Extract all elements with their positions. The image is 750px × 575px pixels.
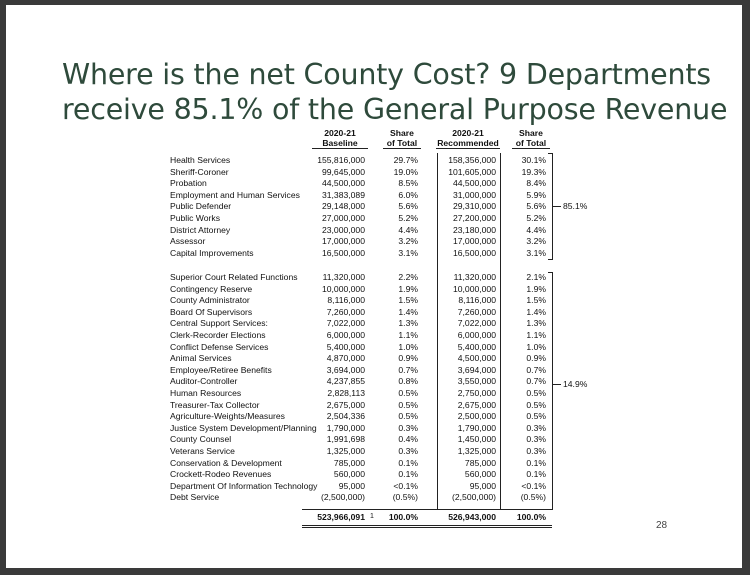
recommended-share: 1.4%	[526, 306, 546, 317]
slide-title-line-2: receive 85.1% of the General Purpose Revenue	[62, 93, 728, 126]
total-baseline: 523,966,091	[317, 512, 365, 522]
baseline-share: 0.3%	[398, 422, 418, 433]
recommended-share: 0.5%	[526, 411, 546, 422]
baseline-share: 3.1%	[398, 247, 418, 258]
recommended-value: 11,320,000	[453, 272, 496, 282]
baseline-value: 16,500,000	[321, 247, 365, 258]
recommended-share: 4.4%	[526, 224, 546, 235]
recommended-share: 0.7%	[526, 364, 546, 375]
recommended-value: 158,356,000	[448, 155, 496, 165]
department-name: Central Support Services:	[170, 318, 268, 329]
totals-rule-top	[302, 509, 552, 510]
department-name: Agriculture-Weights/Measures	[170, 411, 285, 422]
recommended-share: 0.5%	[526, 388, 546, 398]
recommended-share: 0.3%	[526, 434, 546, 445]
baseline-value: (2,500,000)	[321, 492, 365, 503]
totals-rule-bottom-2	[302, 527, 552, 528]
baseline-value: 560,000	[333, 469, 365, 480]
baseline-value: 8,116,000	[327, 295, 365, 306]
baseline-value: 27,000,000	[321, 213, 365, 223]
baseline-value: 5,400,000	[326, 341, 365, 352]
baseline-value: 1,790,000	[326, 422, 365, 433]
department-name: Board Of Supervisors	[170, 306, 253, 317]
header-share-2: Share of Total	[512, 128, 550, 149]
baseline-share: 19.0%	[393, 166, 418, 177]
recommended-value: 560,000	[464, 469, 496, 480]
baseline-value: 29,148,000	[321, 201, 365, 212]
baseline-share: 3.2%	[398, 236, 418, 247]
baseline-share: 5.2%	[398, 213, 418, 223]
baseline-share: 0.5%	[398, 399, 418, 410]
baseline-share: 8.5%	[398, 178, 418, 189]
totals-rule-bottom-1	[302, 525, 552, 526]
header-baseline: 2020-21 Baseline	[312, 128, 368, 149]
recommended-share: 5.6%	[526, 201, 546, 212]
baseline-value: 1,325,000	[326, 446, 365, 456]
department-name: Conservation & Development	[170, 457, 282, 468]
brace-remaining	[548, 272, 553, 510]
recommended-share: <0.1%	[521, 480, 546, 491]
baseline-share: 0.7%	[398, 364, 418, 375]
baseline-value: 785,000	[333, 457, 365, 468]
recommended-share: 5.9%	[526, 189, 546, 200]
baseline-value: 7,260,000	[326, 306, 365, 317]
recommended-share: 3.2%	[526, 236, 546, 247]
department-name: Crockett-Rodeo Revenues	[170, 469, 272, 480]
department-name: Veterans Service	[170, 446, 235, 456]
recommended-value: 29,310,000	[452, 201, 496, 212]
recommended-value: 2,500,000	[457, 411, 496, 422]
baseline-share: 0.5%	[398, 388, 418, 398]
recommended-value: 3,550,000	[457, 376, 496, 387]
recommended-share: 1.3%	[526, 318, 546, 329]
recommended-value: 10,000,000	[452, 283, 496, 294]
baseline-share: 0.5%	[398, 411, 418, 422]
recommended-value: 101,605,000	[448, 166, 496, 177]
baseline-share: 0.1%	[398, 469, 418, 480]
recommended-share: 0.1%	[526, 457, 546, 468]
baseline-share: 1.9%	[398, 283, 418, 294]
recommended-share: 5.2%	[526, 213, 546, 223]
recommended-column-box	[437, 153, 501, 510]
baseline-value: 11,320,000	[322, 272, 365, 282]
department-name: Human Resources	[170, 388, 242, 398]
department-name: Assessor	[170, 236, 206, 247]
brace-label-top-nine: 85.1%	[563, 201, 588, 211]
header-share-1: Share of Total	[383, 128, 421, 149]
baseline-value: 4,870,000	[326, 353, 365, 364]
baseline-share: 0.1%	[398, 457, 418, 468]
department-name: Public Defender	[170, 201, 232, 212]
baseline-value: 1,991,698	[326, 434, 365, 445]
department-name: Employment and Human Services	[170, 189, 300, 200]
total-recommended: 526,943,000	[448, 512, 496, 522]
recommended-value: 27,200,000	[452, 213, 496, 223]
recommended-value: 95,000	[469, 480, 496, 491]
recommended-value: 17,000,000	[452, 236, 496, 247]
total-share-2: 100.0%	[516, 512, 546, 522]
baseline-share: 1.5%	[398, 295, 418, 306]
recommended-value: 4,500,000	[457, 353, 496, 364]
recommended-share: 0.3%	[526, 422, 546, 433]
baseline-value: 44,500,000	[321, 178, 365, 189]
baseline-share: 2.2%	[398, 272, 418, 282]
baseline-share: 0.3%	[398, 446, 418, 456]
baseline-share: 4.4%	[398, 224, 418, 235]
recommended-share: 0.1%	[526, 469, 546, 480]
recommended-value: 1,325,000	[457, 446, 496, 456]
recommended-value: 1,450,000	[457, 434, 496, 445]
baseline-share: 0.4%	[398, 434, 418, 445]
recommended-share: 0.5%	[526, 399, 546, 410]
baseline-share: 1.3%	[398, 318, 418, 329]
recommended-value: 2,675,000	[457, 399, 496, 410]
recommended-share: 3.1%	[526, 247, 546, 258]
recommended-value: 7,260,000	[457, 306, 496, 317]
baseline-share: 5.6%	[398, 201, 418, 212]
recommended-share: (0.5%)	[520, 492, 546, 503]
slide-title	[62, 57, 728, 127]
baseline-value: 2,828,113	[327, 388, 365, 398]
department-name: Sheriff-Coroner	[170, 166, 229, 177]
baseline-value: 10,000,000	[321, 283, 365, 294]
department-name: Debt Service	[170, 492, 220, 503]
brace-tick-top-nine	[553, 206, 561, 207]
recommended-value: 8,116,000	[458, 295, 496, 306]
slide-title-line-1: Where is the net County Cost? 9 Departments	[62, 58, 711, 91]
baseline-value: 7,022,000	[326, 318, 365, 329]
recommended-value: 31,000,000	[452, 189, 496, 200]
header-recommended: 2020-21 Recommended	[437, 128, 499, 148]
baseline-share: 0.8%	[398, 376, 418, 387]
recommended-value: 7,022,000	[457, 318, 496, 329]
baseline-value: 17,000,000	[321, 236, 365, 247]
baseline-value: 2,675,000	[326, 399, 365, 410]
baseline-share: <0.1%	[393, 480, 418, 491]
recommended-share: 2.1%	[526, 272, 546, 282]
baseline-value: 4,237,855	[326, 376, 365, 387]
baseline-share: (0.5%)	[392, 492, 418, 503]
baseline-value: 23,000,000	[321, 224, 365, 235]
brace-label-remaining: 14.9%	[563, 379, 588, 389]
recommended-share: 30.1%	[521, 155, 546, 165]
department-name: County Counsel	[170, 434, 232, 445]
recommended-value: 3,694,000	[457, 364, 496, 375]
recommended-share: 1.1%	[526, 330, 546, 340]
department-name: Contingency Reserve	[170, 283, 253, 294]
department-name: Capital Improvements	[170, 247, 254, 258]
recommended-value: (2,500,000)	[452, 492, 496, 503]
baseline-share: 1.4%	[398, 306, 418, 317]
department-name: County Administrator	[170, 295, 250, 306]
department-name: Health Services	[170, 155, 231, 165]
page-number: 28	[656, 520, 668, 531]
baseline-value: 95,000	[338, 480, 365, 491]
recommended-value: 44,500,000	[452, 178, 496, 189]
baseline-value: 3,694,000	[326, 364, 365, 375]
recommended-share: 8.4%	[526, 178, 546, 189]
department-name: Animal Services	[170, 353, 232, 364]
recommended-share: 0.9%	[526, 353, 546, 364]
total-share-1: 100.0%	[388, 512, 418, 522]
recommended-value: 2,750,000	[457, 388, 496, 398]
department-name: Conflict Defense Services	[170, 341, 269, 352]
department-name: Public Works	[170, 213, 220, 223]
recommended-value: 1,790,000	[457, 422, 496, 433]
baseline-share: 6.0%	[398, 189, 418, 200]
brace-tick-remaining	[553, 384, 561, 385]
baseline-share: 1.0%	[398, 341, 418, 352]
total-marker: 1	[370, 513, 374, 520]
department-name: District Attorney	[170, 224, 231, 235]
baseline-share: 0.9%	[398, 353, 418, 364]
baseline-share: 29.7%	[393, 155, 418, 165]
baseline-value: 31,383,089	[321, 189, 365, 200]
recommended-share: 0.3%	[526, 446, 546, 456]
department-name: Employee/Retiree Benefits	[170, 364, 272, 375]
department-name: Probation	[170, 178, 207, 189]
recommended-share: 1.9%	[526, 283, 546, 294]
recommended-value: 5,400,000	[457, 341, 496, 352]
recommended-share: 1.5%	[526, 295, 546, 306]
recommended-value: 16,500,000	[452, 247, 496, 258]
department-name: Justice System Development/Planning	[170, 422, 317, 433]
recommended-share: 0.7%	[526, 376, 546, 387]
department-name: Auditor-Controller	[170, 376, 238, 387]
recommended-value: 785,000	[464, 457, 496, 468]
department-name: Superior Court Related Functions	[170, 272, 298, 282]
department-name: Department Of Information Technology	[170, 480, 318, 491]
recommended-value: 6,000,000	[457, 330, 496, 340]
baseline-value: 2,504,336	[326, 411, 365, 422]
baseline-value: 155,816,000	[317, 155, 365, 165]
department-name: Treasurer-Tax Collector	[170, 399, 260, 410]
baseline-value: 6,000,000	[326, 330, 365, 340]
department-name: Clerk-Recorder Elections	[170, 330, 266, 340]
baseline-value: 99,645,000	[321, 166, 365, 177]
recommended-value: 23,180,000	[452, 224, 496, 235]
recommended-share: 1.0%	[526, 341, 546, 352]
recommended-share: 19.3%	[521, 166, 546, 177]
baseline-share: 1.1%	[398, 330, 418, 340]
